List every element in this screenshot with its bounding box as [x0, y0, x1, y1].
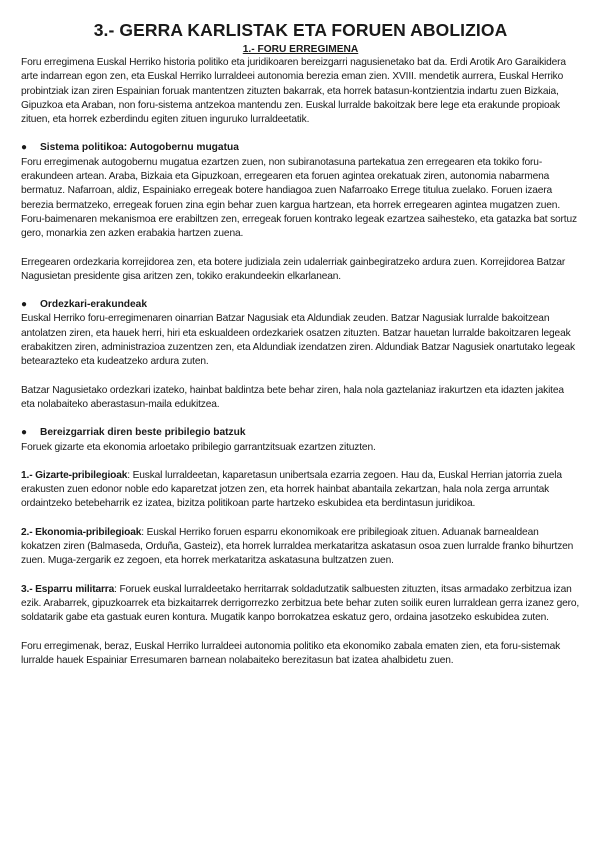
spacer [21, 626, 580, 640]
spacer [21, 512, 580, 526]
bullet-heading-label: Sistema politikoa: Autogobernu mugatua [40, 142, 239, 154]
bullet-icon: ● [21, 299, 28, 311]
bullet-heading-label: Ordezkari-erakundeak [40, 299, 148, 311]
item-label: 1.- Gizarte-pribilegioak [21, 469, 128, 481]
bullet-heading-institutions [21, 298, 580, 312]
item-text: : Euskal lurraldeetan, kaparetasun unibertsala ezarria zegoen. Hau da, Euskal Herrian jatorria zuela erakusten zuen edonor noble edo kaparetzat jotzen zen, eta horrek hainbat abantaila zekartzan, hala nola zerga arruntak ordaintzeko betebeharrik ez izatea, bizitza politikoan parte hartzeko eskubidea eta berdintasun juridikoa. [21, 469, 562, 510]
intro-paragraph: Foru erregimena Euskal Herriko historia politiko eta juridikoaren bereizgarri nagusienetako bat da. Erdi Arotik Aro Garaikidera arte indarrean egon zen, eta Euskal Herriko lurraldeei autonomia berezia eman zien. XVIII. mendetik aurrera, Euskal Herriko probintziak izan ziren Espainian foruak mantentzen zituzten bakarrak, eta horrek batasun-kontzientzia indartu zuen Bizkaia, Gipuzkoa eta Araban, non foru-sistema antzekoa mantendu zen. Euskal lurralde bakoitzak bere lege eta erakunde propioak zituen, eta horrek ezberdindu egiten zituen inguruko lurraldeetatik. [21, 57, 566, 126]
bullet-icon: ● [21, 142, 28, 154]
social-privileges-paragraph [21, 469, 580, 512]
military-paragraph [21, 583, 580, 626]
economic-privileges-paragraph [21, 526, 580, 569]
page-title: 3.- GERRA KARLISTAK ETA FORUEN ABOLIZIOA [93, 20, 508, 40]
conclusion-paragraph: Foru erregimenak, beraz, Euskal Herriko lurraldeei autonomia politiko eta ekonomiko zabala ematen zien, eta foru-sistemak lurralde hauek Espainiar Erresumaren barnean nolabaiteko berezitasun bat izatea ahalbidetu zuen. [21, 640, 561, 666]
bullet-heading-privileges [21, 426, 580, 440]
spacer [21, 455, 580, 469]
bullet-heading-label: Bereizgarriak diren beste pribilegio batzuk [40, 427, 246, 439]
political-system-paragraph: Foru erregimenak autogobernu mugatua ezartzen zuen, non subiranotasuna partekatua zen erregearen eta tokiko foru-erakundeen artean. Araba, Bizkaia eta Gipuzkoan, erregearen eta foruen agintea orekatuak ziren, autonomia nabarmena bermatuz. Nafarroan, aldiz, Espainiako erregeak botere handiagoa zuen Nafarroako Errege titulua zuelako. Foruen izaera berezia bermatzeko, erregeak foruen zina egin behar zuen kargua hartzean, eta horrek erregearen agintea mugatzen zuen. Foru-baimenaren mekanismoa ere erabiltzen zen, erregeak foruen kontrako legeak ezartzea saihesteko, eta gatazka bat sortuz gero, monarkia zen azken erabakia hartzen zuena. [21, 156, 577, 240]
privileges-intro-paragraph: Foruek gizarte eta ekonomia arloetako pribilegio garrantzitsuak ezartzen zituzten. [21, 441, 376, 453]
spacer [21, 569, 580, 583]
section-subtitle: 1.- FORU ERREGIMENA [242, 44, 359, 55]
spacer [21, 242, 580, 256]
item-text: : Euskal Herriko foruen esparru ekonomikoak ere pribilegioak zituen. Aduanak barnealdean kokatzen ziren (Balmaseda, Orduña, Gasteiz), eta horrek lurraldea merkataritza askatasun osoa zuen lurralde franko bihurtzen zuen. Muga-zergarik ez zegoen, eta horrek merkataritza askatasuna bultzatzen zuen. [21, 526, 574, 567]
institutions-paragraph: Euskal Herriko foru-erregimenaren oinarrian Batzar Nagusiak eta Aldundiak zeuden. Batzar Nagusiak lurralde bakoitzean antolatzen ziren, eta hauek herri, hiri eta eskualdeen ordezkariek osatzen zituzten. Batzar hauetan lurralde bakoitzaren legeak erabakitzen ziren, administrazioa zuzentzen zen, eta Aldundiak izendatzen ziren. Aldundiak Batzar Nagusiek onartutako legeak betearazteko eta kudeatzeko ardura zuten. [21, 313, 575, 368]
representatives-paragraph: Batzar Nagusietako ordezkari izateko, hainbat baldintza bete behar ziren, hala nola gaztelaniaz irakurtzen eta idazten jakitea eta nolabaiteko aberastasun-maila edukitzea. [21, 384, 564, 410]
item-text: : Foruek euskal lurraldeetako herritarrak soldadutzatik salbuesten zituzten, itsas armadako zerbitzua izan ezik. Arabarrek, gipuzkoarrek eta bizkaitarrek derrigorrezko zerbitzua bete behar zuten soilik euren lurraldean gerra izanez gero, soldatarik gabe eta gastuak euren kontura. Mugatik kanpo borrokatzea eskatuz gero, ordaina jasotzeko eskubidea zuten. [21, 583, 580, 624]
spacer [21, 127, 580, 141]
item-label: 2.- Ekonomia-pribilegioak [21, 526, 142, 538]
spacer [21, 370, 580, 384]
corregidor-paragraph: Erregearen ordezkaria korrejidorea zen, eta botere judiziala zein udalerriak gainbegiratzeko ardura zuen. Korrejidorea Batzar Nagusietan presidente gisa aritzen zen, tokiko erakundeekin elkarlanean. [21, 256, 566, 282]
spacer [21, 284, 580, 298]
bullet-icon: ● [21, 427, 28, 439]
bullet-heading-political-system [21, 141, 580, 155]
spacer [21, 412, 580, 426]
item-label: 3.- Esparru militarra [21, 583, 115, 595]
